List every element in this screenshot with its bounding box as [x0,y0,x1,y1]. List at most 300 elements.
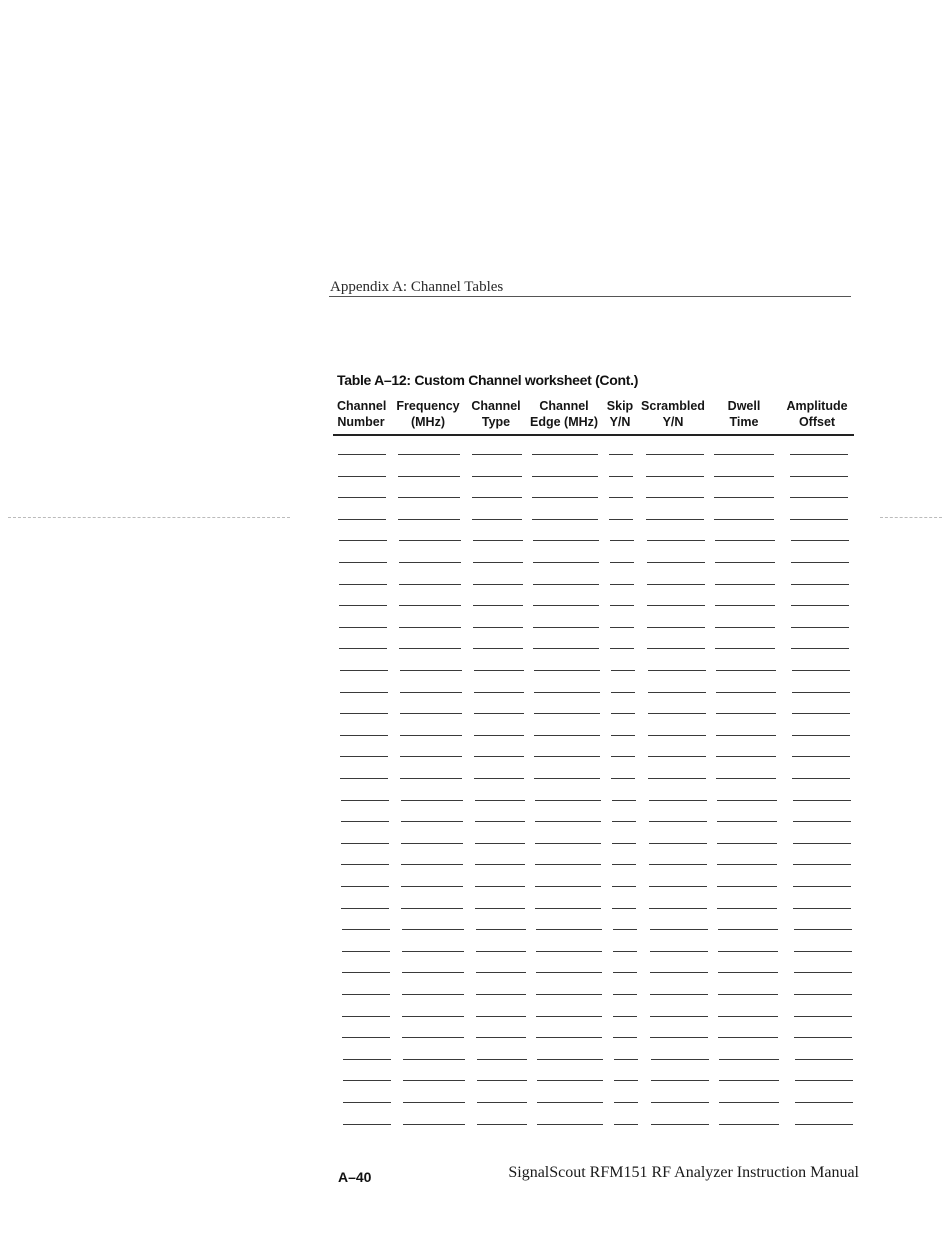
blank-dwell-time[interactable] [714,519,774,520]
blank-amplitude-offset[interactable] [790,476,848,477]
column-header-dwell-time [718,398,770,430]
blank-dwell-time[interactable] [714,476,774,477]
blank-channel-number[interactable] [341,821,389,822]
blank-frequency[interactable] [399,627,461,628]
blank-channel-type[interactable] [475,886,525,887]
blank-skip[interactable] [613,951,637,952]
worksheet-row [0,648,950,650]
blank-channel-type[interactable] [476,929,526,930]
column-header-line: Dwell [727,399,761,413]
table-header-rule [333,434,854,436]
blank-skip[interactable] [613,1037,637,1038]
blank-scrambled[interactable] [651,1102,709,1103]
blank-amplitude-offset[interactable] [791,562,849,563]
blank-amplitude-offset[interactable] [792,735,850,736]
manual-title: SignalScout RFM151 RF Analyzer Instruction Manual [508,1164,859,1181]
blank-amplitude-offset[interactable] [795,1124,853,1125]
worksheet-row [0,735,950,737]
blank-frequency[interactable] [401,864,463,865]
table-title: Table A–12: Custom Channel worksheet (Cont.) [337,372,639,388]
blank-channel-type[interactable] [474,670,524,671]
worksheet-row [0,929,950,931]
blank-skip[interactable] [613,994,637,995]
column-header-line: Y/N [609,415,631,429]
blank-frequency[interactable] [400,713,462,714]
blank-skip[interactable] [612,864,636,865]
blank-dwell-time[interactable] [714,497,774,498]
blank-dwell-time[interactable] [714,454,774,455]
column-header-amplitude-offset [784,398,850,430]
blank-skip[interactable] [611,735,635,736]
blank-dwell-time[interactable] [716,670,776,671]
blank-channel-edge[interactable] [533,648,599,649]
blank-scrambled[interactable] [649,864,707,865]
blank-frequency[interactable] [402,972,464,973]
blank-amplitude-offset[interactable] [793,886,851,887]
blank-dwell-time[interactable] [718,929,778,930]
blank-frequency[interactable] [398,454,460,455]
worksheet-row [0,454,950,456]
blank-channel-type[interactable] [472,497,522,498]
worksheet-row [0,994,950,996]
blank-dwell-time[interactable] [716,778,776,779]
column-header-skip [605,398,635,430]
blank-channel-edge[interactable] [533,584,599,585]
worksheet-row [0,1124,950,1126]
worksheet-row [0,476,950,478]
blank-scrambled[interactable] [648,670,706,671]
blank-dwell-time[interactable] [715,562,775,563]
blank-channel-number[interactable] [340,756,388,757]
blank-amplitude-offset[interactable] [795,1102,853,1103]
blank-frequency[interactable] [400,756,462,757]
blank-frequency[interactable] [398,519,460,520]
blank-scrambled[interactable] [651,1124,709,1125]
blank-dwell-time[interactable] [718,1016,778,1017]
blank-channel-edge[interactable] [533,627,599,628]
blank-frequency[interactable] [399,562,461,563]
blank-amplitude-offset[interactable] [790,497,848,498]
blank-scrambled[interactable] [650,994,708,995]
blank-dwell-time[interactable] [717,821,777,822]
blank-dwell-time[interactable] [716,756,776,757]
blank-dwell-time[interactable] [716,713,776,714]
blank-channel-number[interactable] [339,648,387,649]
blank-frequency[interactable] [400,692,462,693]
blank-frequency[interactable] [402,1016,464,1017]
blank-channel-number[interactable] [338,476,386,477]
blank-channel-number[interactable] [340,692,388,693]
worksheet-row [0,692,950,694]
blank-amplitude-offset[interactable] [791,584,849,585]
blank-channel-type[interactable] [474,735,524,736]
blank-scrambled[interactable] [651,1080,709,1081]
worksheet-row [0,778,950,780]
blank-frequency[interactable] [399,540,461,541]
worksheet-row [0,821,950,823]
blank-channel-type[interactable] [472,519,522,520]
blank-scrambled[interactable] [648,692,706,693]
blank-channel-edge[interactable] [537,1080,603,1081]
blank-amplitude-offset[interactable] [794,951,852,952]
header-divider [329,296,851,297]
blank-channel-number[interactable] [341,886,389,887]
worksheet-row [0,1059,950,1061]
blank-channel-edge[interactable] [535,886,601,887]
blank-channel-type[interactable] [473,627,523,628]
blank-frequency[interactable] [401,821,463,822]
blank-frequency[interactable] [398,476,460,477]
blank-dwell-time[interactable] [719,1124,779,1125]
blank-amplitude-offset[interactable] [791,540,849,541]
blank-channel-type[interactable] [475,821,525,822]
blank-channel-type[interactable] [477,1102,527,1103]
blank-scrambled[interactable] [647,584,705,585]
blank-skip[interactable] [610,562,634,563]
column-header-line: Y/N [662,415,684,429]
blank-skip[interactable] [609,497,633,498]
worksheet-row [0,864,950,866]
blank-channel-edge[interactable] [534,713,600,714]
column-header-line: Type [481,415,511,429]
blank-channel-edge[interactable] [533,605,599,606]
blank-frequency[interactable] [400,778,462,779]
blank-channel-type[interactable] [476,972,526,973]
blank-channel-number[interactable] [339,605,387,606]
blank-frequency[interactable] [403,1124,465,1125]
blank-skip[interactable] [610,627,634,628]
blank-channel-edge[interactable] [536,994,602,995]
blank-channel-type[interactable] [475,908,525,909]
blank-dwell-time[interactable] [718,972,778,973]
blank-channel-edge[interactable] [534,670,600,671]
blank-frequency[interactable] [402,951,464,952]
blank-amplitude-offset[interactable] [793,821,851,822]
blank-channel-edge[interactable] [536,1016,602,1017]
blank-channel-edge[interactable] [537,1124,603,1125]
blank-amplitude-offset[interactable] [794,994,852,995]
blank-channel-number[interactable] [342,994,390,995]
blank-skip[interactable] [612,886,636,887]
blank-frequency[interactable] [403,1102,465,1103]
blank-channel-number[interactable] [339,562,387,563]
blank-channel-number[interactable] [338,454,386,455]
blank-channel-type[interactable] [475,843,525,844]
blank-channel-edge[interactable] [532,454,598,455]
blank-amplitude-offset[interactable] [792,756,850,757]
blank-scrambled[interactable] [649,843,707,844]
blank-dwell-time[interactable] [719,1102,779,1103]
blank-frequency[interactable] [400,735,462,736]
blank-channel-edge[interactable] [532,497,598,498]
blank-amplitude-offset[interactable] [794,972,852,973]
blank-channel-number[interactable] [338,519,386,520]
blank-amplitude-offset[interactable] [791,605,849,606]
column-header-line: Skip [606,399,634,413]
blank-channel-type[interactable] [477,1124,527,1125]
blank-dwell-time[interactable] [718,951,778,952]
blank-amplitude-offset[interactable] [792,692,850,693]
blank-channel-number[interactable] [341,864,389,865]
blank-scrambled[interactable] [650,929,708,930]
blank-channel-number[interactable] [342,929,390,930]
blank-channel-edge[interactable] [536,951,602,952]
blank-scrambled[interactable] [648,713,706,714]
blank-channel-number[interactable] [343,1102,391,1103]
blank-scrambled[interactable] [650,972,708,973]
blank-scrambled[interactable] [649,886,707,887]
blank-channel-edge[interactable] [535,843,601,844]
blank-amplitude-offset[interactable] [793,843,851,844]
blank-amplitude-offset[interactable] [791,627,849,628]
blank-skip[interactable] [609,519,633,520]
blank-skip[interactable] [610,605,634,606]
blank-channel-number[interactable] [339,627,387,628]
blank-amplitude-offset[interactable] [794,929,852,930]
blank-scrambled[interactable] [646,497,704,498]
blank-channel-number[interactable] [340,713,388,714]
blank-dwell-time[interactable] [715,648,775,649]
blank-frequency[interactable] [401,886,463,887]
blank-amplitude-offset[interactable] [794,1037,852,1038]
blank-scrambled[interactable] [647,648,705,649]
column-header-channel-edge [530,398,598,430]
blank-channel-type[interactable] [475,800,525,801]
blank-channel-type[interactable] [472,476,522,477]
blank-channel-number[interactable] [342,1037,390,1038]
blank-skip[interactable] [612,821,636,822]
blank-dwell-time[interactable] [715,584,775,585]
blank-frequency[interactable] [402,929,464,930]
blank-channel-edge[interactable] [536,1037,602,1038]
column-header-channel-type [470,398,522,430]
blank-skip[interactable] [609,454,633,455]
blank-skip[interactable] [610,648,634,649]
blank-amplitude-offset[interactable] [794,1016,852,1017]
blank-channel-number[interactable] [340,735,388,736]
blank-channel-number[interactable] [342,951,390,952]
blank-channel-number[interactable] [339,540,387,541]
blank-skip[interactable] [612,800,636,801]
blank-amplitude-offset[interactable] [793,908,851,909]
blank-channel-number[interactable] [343,1124,391,1125]
blank-channel-edge[interactable] [536,972,602,973]
blank-frequency[interactable] [400,670,462,671]
blank-skip[interactable] [614,1102,638,1103]
blank-channel-number[interactable] [343,1059,391,1060]
blank-channel-number[interactable] [341,800,389,801]
blank-channel-type[interactable] [474,692,524,693]
blank-channel-type[interactable] [472,454,522,455]
blank-scrambled[interactable] [647,627,705,628]
blank-dwell-time[interactable] [717,843,777,844]
blank-scrambled[interactable] [647,562,705,563]
blank-channel-type[interactable] [474,778,524,779]
blank-skip[interactable] [610,584,634,585]
blank-channel-number[interactable] [338,497,386,498]
blank-channel-edge[interactable] [537,1102,603,1103]
blank-skip[interactable] [612,908,636,909]
blank-dwell-time[interactable] [719,1080,779,1081]
blank-channel-edge[interactable] [534,692,600,693]
blank-channel-type[interactable] [473,648,523,649]
blank-channel-edge[interactable] [537,1059,603,1060]
worksheet-row [0,1016,950,1018]
blank-scrambled[interactable] [649,821,707,822]
blank-scrambled[interactable] [647,605,705,606]
blank-scrambled[interactable] [651,1059,709,1060]
blank-dwell-time[interactable] [717,886,777,887]
blank-scrambled[interactable] [649,800,707,801]
blank-dwell-time[interactable] [719,1059,779,1060]
blank-scrambled[interactable] [646,454,704,455]
worksheet-row [0,886,950,888]
blank-amplitude-offset[interactable] [792,670,850,671]
blank-channel-number[interactable] [340,670,388,671]
blank-skip[interactable] [614,1124,638,1125]
blank-channel-number[interactable] [342,972,390,973]
blank-channel-number[interactable] [341,908,389,909]
right-margin-rule [880,517,942,518]
blank-scrambled[interactable] [650,1037,708,1038]
blank-channel-edge[interactable] [532,476,598,477]
blank-skip[interactable] [613,972,637,973]
blank-dwell-time[interactable] [715,605,775,606]
blank-dwell-time[interactable] [718,994,778,995]
blank-skip[interactable] [611,756,635,757]
blank-skip[interactable] [613,1016,637,1017]
blank-channel-edge[interactable] [533,540,599,541]
blank-channel-type[interactable] [476,1037,526,1038]
blank-channel-edge[interactable] [533,562,599,563]
blank-channel-number[interactable] [340,778,388,779]
blank-frequency[interactable] [399,605,461,606]
blank-dwell-time[interactable] [717,864,777,865]
blank-skip[interactable] [611,692,635,693]
blank-skip[interactable] [611,713,635,714]
blank-frequency[interactable] [402,1037,464,1038]
blank-channel-number[interactable] [341,843,389,844]
blank-channel-edge[interactable] [532,519,598,520]
blank-channel-edge[interactable] [534,778,600,779]
worksheet-row [0,756,950,758]
blank-channel-type[interactable] [476,1016,526,1017]
blank-dwell-time[interactable] [717,908,777,909]
blank-channel-number[interactable] [342,1016,390,1017]
blank-channel-type[interactable] [476,994,526,995]
blank-scrambled[interactable] [647,540,705,541]
blank-channel-edge[interactable] [535,908,601,909]
blank-channel-edge[interactable] [536,929,602,930]
running-head: Appendix A: Channel Tables [330,279,504,295]
blank-channel-type[interactable] [473,605,523,606]
blank-amplitude-offset[interactable] [792,778,850,779]
worksheet-row [0,713,950,715]
column-header-line: Offset [798,415,836,429]
blank-dwell-time[interactable] [716,692,776,693]
blank-frequency[interactable] [402,994,464,995]
blank-frequency[interactable] [401,908,463,909]
blank-scrambled[interactable] [646,476,704,477]
column-header-line: Channel [337,399,387,413]
blank-frequency[interactable] [399,648,461,649]
blank-skip[interactable] [610,540,634,541]
blank-channel-edge[interactable] [534,756,600,757]
column-header-line: Edge (MHz) [530,415,599,429]
worksheet-row [0,1037,950,1039]
blank-channel-type[interactable] [476,951,526,952]
blank-channel-type[interactable] [474,756,524,757]
blank-channel-edge[interactable] [535,864,601,865]
blank-channel-number[interactable] [339,584,387,585]
blank-amplitude-offset[interactable] [791,648,849,649]
blank-frequency[interactable] [403,1080,465,1081]
worksheet-row [0,540,950,542]
worksheet-row [0,670,950,672]
blank-amplitude-offset[interactable] [793,864,851,865]
blank-channel-type[interactable] [473,540,523,541]
blank-channel-type[interactable] [473,584,523,585]
blank-skip[interactable] [614,1080,638,1081]
blank-dwell-time[interactable] [718,1037,778,1038]
worksheet-row [0,1080,950,1082]
blank-dwell-time[interactable] [716,735,776,736]
blank-scrambled[interactable] [649,908,707,909]
blank-skip[interactable] [611,670,635,671]
blank-channel-number[interactable] [343,1080,391,1081]
blank-frequency[interactable] [399,584,461,585]
blank-channel-type[interactable] [475,864,525,865]
blank-amplitude-offset[interactable] [795,1080,853,1081]
blank-scrambled[interactable] [646,519,704,520]
blank-frequency[interactable] [401,843,463,844]
blank-frequency[interactable] [401,800,463,801]
blank-channel-edge[interactable] [535,821,601,822]
worksheet-row [0,1102,950,1104]
blank-channel-type[interactable] [477,1059,527,1060]
blank-channel-type[interactable] [473,562,523,563]
column-header-line: Amplitude [786,399,848,413]
blank-skip[interactable] [611,778,635,779]
blank-channel-type[interactable] [477,1080,527,1081]
blank-skip[interactable] [609,476,633,477]
blank-frequency[interactable] [403,1059,465,1060]
left-margin-rule [8,517,290,518]
blank-amplitude-offset[interactable] [792,713,850,714]
blank-channel-type[interactable] [474,713,524,714]
blank-scrambled[interactable] [648,778,706,779]
blank-skip[interactable] [613,929,637,930]
blank-scrambled[interactable] [650,1016,708,1017]
blank-scrambled[interactable] [650,951,708,952]
blank-amplitude-offset[interactable] [790,519,848,520]
blank-amplitude-offset[interactable] [795,1059,853,1060]
blank-skip[interactable] [614,1059,638,1060]
blank-amplitude-offset[interactable] [793,800,851,801]
worksheet-row [0,951,950,953]
blank-channel-edge[interactable] [534,735,600,736]
blank-scrambled[interactable] [648,735,706,736]
blank-dwell-time[interactable] [715,540,775,541]
blank-frequency[interactable] [398,497,460,498]
blank-dwell-time[interactable] [717,800,777,801]
blank-dwell-time[interactable] [715,627,775,628]
blank-skip[interactable] [612,843,636,844]
blank-amplitude-offset[interactable] [790,454,848,455]
blank-channel-edge[interactable] [535,800,601,801]
blank-scrambled[interactable] [648,756,706,757]
worksheet-row [0,908,950,910]
